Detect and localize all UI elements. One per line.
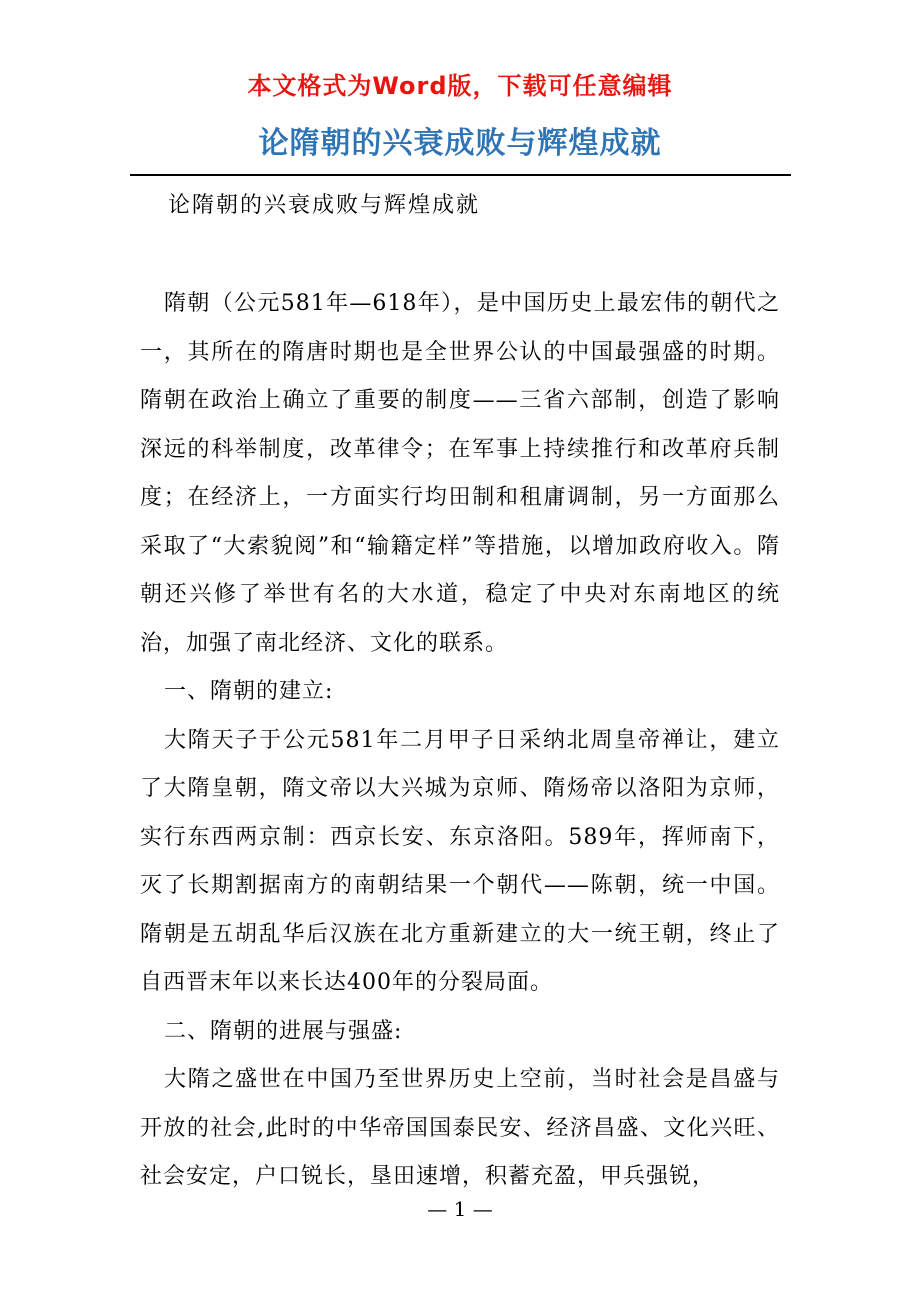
paragraph-founding: 大隋天子于公元581年二月甲子日采纳北周皇帝禅让，建立了大隋皇朝，隋文帝以大兴城为京师、隋炀帝以洛阳为京师，实行东西两京制：西京长安、东京洛阳。589年，挥师南下，灭了长期割据南方的南朝结果一个朝代——陈朝，统一中国。隋朝是五胡乱华后汉族在北方重新建立的大一统王朝，终止了自西晋末年以来长达400年的分裂局面。 xyxy=(140,727,780,995)
paragraph-intro: 隋朝（公元581年—618年），是中国历史上最宏伟的朝代之一，其所在的隋唐时期也是全世界公认的中国最强盛的时期。隋朝在政治上确立了重要的制度——三省六部制，创造了影响深远的科举制度，改革律令；在军事上持续推行和改革府兵制度；在经济上，一方面实行均田制和租庸调制，另一方面那么采取了“大索貌阅”和“输籍定样”等措施，以增加政府收入。隋朝还兴修了举世有名的大水道，稳定了中央对东南地区的统治，加强了南北经济、文化的联系。 xyxy=(140,291,780,656)
article-subtitle: 论隋朝的兴衰成败与辉煌成就 xyxy=(168,193,481,218)
title-divider xyxy=(130,174,791,176)
section-heading-founding: 一、隋朝的建立: xyxy=(164,679,334,704)
paragraph-prosperity: 大隋之盛世在中国乃至世界历史上空前，当时社会是昌盛与开放的社会,此时的中华帝国国泰民安、经济昌盛、文化兴旺、社会安定，户口锐长，垦田速增，积蓄充盈，甲兵强锐， xyxy=(140,1067,780,1189)
document-title: 论隋朝的兴衰成败与辉煌成就 xyxy=(258,126,662,161)
section-heading-prosperity: 二、隋朝的进展与强盛: xyxy=(164,1018,403,1044)
page-number: — 1 — xyxy=(427,1197,493,1221)
download-banner: 本文格式为Word版，下载可任意编辑 xyxy=(247,72,673,100)
article-body xyxy=(140,280,780,1202)
